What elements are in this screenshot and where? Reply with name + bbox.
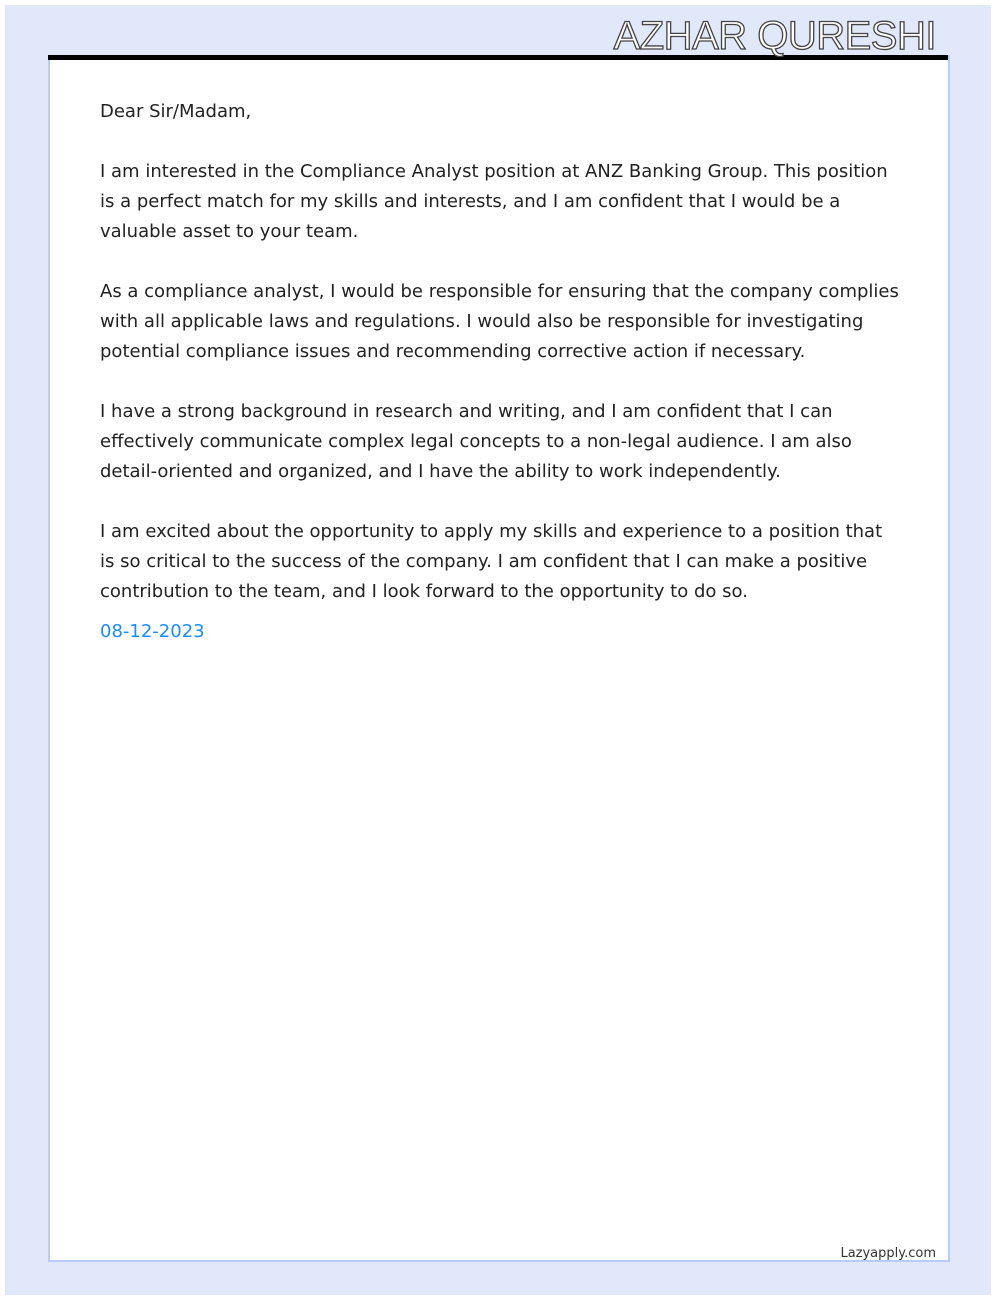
paragraph: As a compliance analyst, I would be responsible for ensuring that the company complies with all applicable laws and regulations. I would also be responsible for investigating potential compliance issues and recommending corrective action if necessary.	[100, 281, 899, 362]
letter-body	[100, 97, 900, 647]
footer-brand: Lazyapply.com	[840, 1246, 936, 1261]
salutation: Dear Sir/Madam,	[100, 101, 252, 122]
paragraph: I am excited about the opportunity to apply my skills and experience to a position that is so critical to the success of the company. I am confident that I can make a positive contribution to the team, and I look forward to the opportunity to do so.	[100, 521, 883, 602]
paragraph: I am interested in the Compliance Analyst position at ANZ Banking Group. This position is a perfect match for my skills and interests, and I am confident that I would be a valuable asset to your team.	[100, 161, 888, 242]
letter-date: 08-12-2023	[100, 621, 205, 642]
applicant-name: AZHAR QURESHI	[613, 14, 936, 58]
paragraph: I have a strong background in research and writing, and I am confident that I can effectively communicate complex legal concepts to a non-legal audience. I am also detail-oriented and organized, and I have the ability to work independently.	[100, 401, 852, 482]
